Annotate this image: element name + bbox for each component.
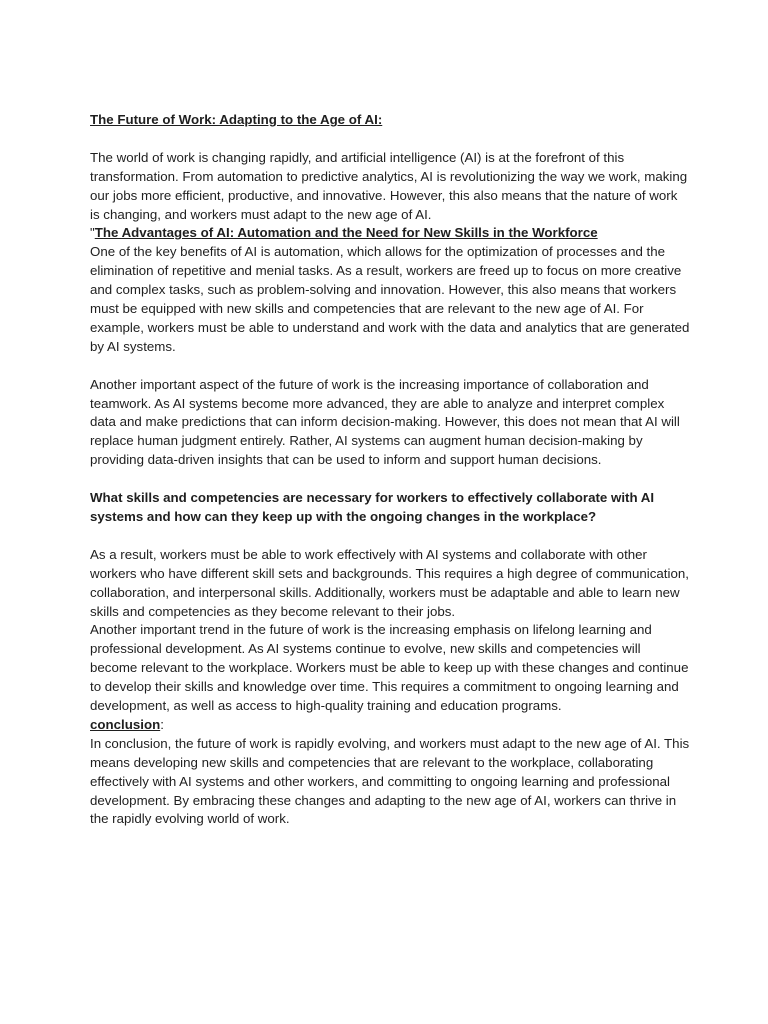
conclusion-heading-line [90,716,690,735]
paragraph-spacer [90,470,690,489]
section-advantages-paragraph: One of the key benefits of AI is automation, which allows for the optimization of processes and the elimination of repetitive and menial tasks. As a result, workers are freed up to focus on more creative and complex tasks, such as problem-solving and innovation. However, this also means that workers must be equipped with new skills and competencies that are relevant to the new age of AI. For example, workers must be able to understand and work with the data and analytics that are generated by AI systems. [90,244,690,354]
collaboration-paragraph: Another important aspect of the future of work is the increasing importance of collaboration and teamwork. As AI systems become more advanced, they are able to analyze and interpret complex data and make predictions that can inform decision-making. However, this does not mean that AI will replace human judgment entirely. Rather, AI systems can augment human decision-making by providing data-driven insights that can be used to inform and support human decisions. [90,376,680,468]
paragraph-spacer [90,130,690,149]
intro-paragraph: The world of work is changing rapidly, and artificial intelligence (AI) is at the forefront of this transformation. From automation to predictive analytics, AI is revolutionizing the way we work, making our jobs more efficient, productive, and innovative. However, this also means that the nature of work is changing, and workers must adapt to the new age of AI. [90,149,688,222]
section-advantages-heading: The Advantages of AI: Automation and the Need for New Skills in the Workforce [94,225,598,241]
paragraph-spacer [90,527,690,546]
document-body [90,111,690,829]
document-title: The Future of Work: Adapting to the Age of AI: [90,112,383,127]
learning-paragraph: Another important trend in the future of work is the increasing emphasis on lifelong learning and professional development. As AI systems continue to evolve, new skills and competencies will become relevant to the workplace. Workers must be able to keep up with these changes and continue to develop their skills and knowledge over time. This requires a commitment to ongoing learning and development, as well as access to high-quality training and education programs. [90,622,689,714]
section-advantages-heading-line [90,224,690,243]
conclusion-paragraph: In conclusion, the future of work is rapidly evolving, and workers must adapt to the new age of AI. This means developing new skills and competencies that are relevant to the workplace, collaborating effectively with AI systems and other workers, and committing to ongoing learning and professional development. By embracing these changes and adapting to the new age of AI, workers can thrive in the rapidly evolving world of work. [90,735,690,827]
conclusion-colon: : [160,716,164,732]
paragraph-spacer [90,357,690,376]
quote-mark: " [90,225,95,241]
question-heading: What skills and competencies are necessary for workers to effectively collaborate with AI systems and how can they keep up with the ongoing changes in the workplace? [90,490,655,524]
conclusion-heading: conclusion [90,716,161,732]
skills-paragraph: As a result, workers must be able to work effectively with AI systems and collaborate with other workers who have different skill sets and backgrounds. This requires a high degree of communication, collaboration, and interpersonal skills. Additionally, workers must be adaptable and able to learn new skills and competencies as they become relevant to their jobs. [90,546,689,619]
